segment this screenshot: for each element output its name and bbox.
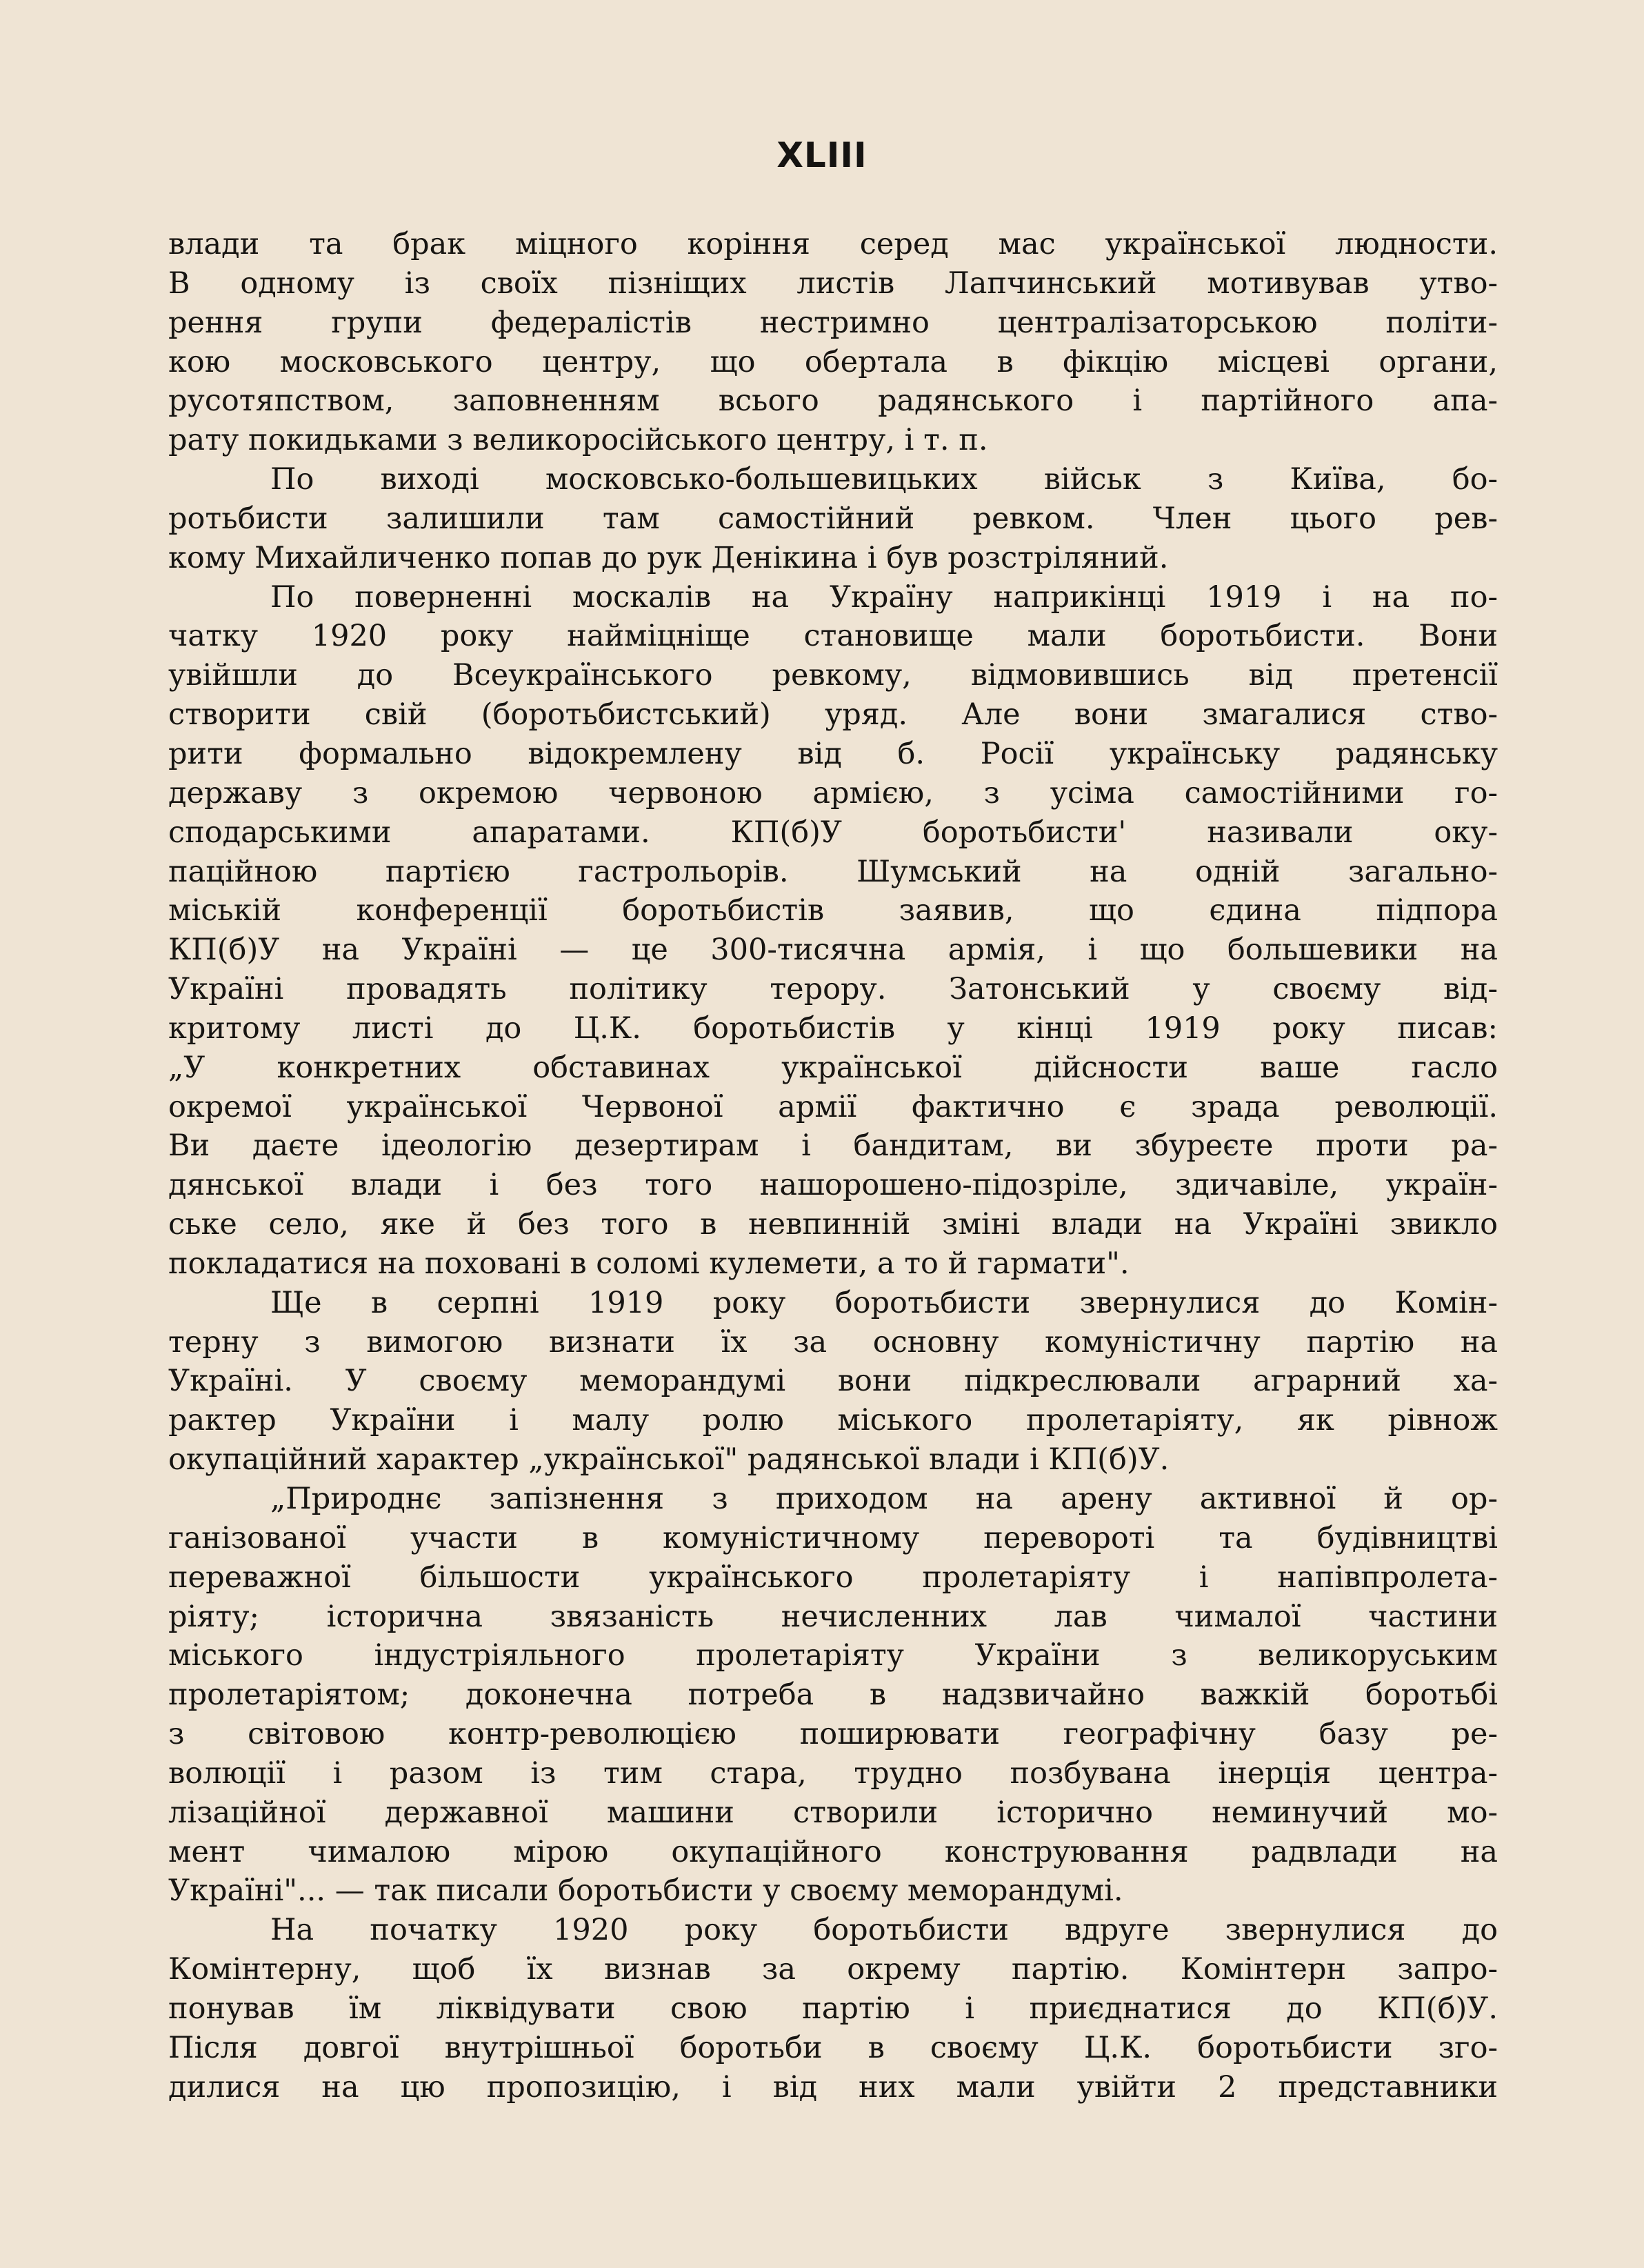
text-line: По поверненні москалів на Україну наприкінці 1919 і на по- xyxy=(270,579,1498,615)
text-line: Україні. У своєму меморандумі вони підкреслювали аграрний ха- xyxy=(168,1364,1498,1399)
text-line: Україні провадять політику терору. Затонський у своєму від- xyxy=(168,972,1498,1007)
text-line: На початку 1920 року боротьбисти вдруге звернулися до xyxy=(270,1913,1498,1948)
text-line: лізаційної державної машини створили історично неминучий мо- xyxy=(168,1795,1498,1830)
text-line: покладатися на поховані в соломі кулемети, а то й гармати". xyxy=(168,1246,1130,1281)
text-line: Комінтерну, щоб їх визнав за окрему партію. Комінтерн запро- xyxy=(168,1952,1498,1987)
text-line: волюції і разом із тим стара, трудно позбувана інерція центра- xyxy=(168,1755,1498,1791)
text-line: Україні"... — так писали боротьбисти у своєму меморандумі. xyxy=(168,1873,1123,1909)
text-line: кою московського центру, що обертала в фікцію місцеві органи, xyxy=(168,344,1498,379)
text-line: створити свій (боротьбистський) уряд. Але вони змагалися ство- xyxy=(168,697,1498,733)
text-line: державу з окремою червоною армією, з усіма самостійними го- xyxy=(168,775,1498,810)
text-line: чатку 1920 року найміцніще становище мали боротьбисти. Вони xyxy=(168,619,1498,654)
text-line: КП(б)У на Україні — це 300-тисячна армія, і що большевики на xyxy=(168,933,1498,968)
text-line: Ви даєте ідеологію дезертирам і бандитам, ви збуреєте проти ра- xyxy=(168,1128,1498,1164)
text-line: кому Михайличенко попав до рук Денікина і був розстріляний. xyxy=(168,540,1169,575)
text-line: В одному із своїх пізніщих листів Лапчинський мотивував утво- xyxy=(168,266,1498,301)
text-line: терну з вимогою визнати їх за основну комуністичну партію на xyxy=(168,1324,1498,1360)
text-line: Після довгої внутрішньої боротьби в своєму Ц.К. боротьбисти зго- xyxy=(168,2030,1498,2065)
text-line: ротьбисти залишили там самостійний ревком. Член цього рев- xyxy=(168,501,1498,536)
text-line: ганізованої участи в комуністичному перевороті та будівництві xyxy=(168,1520,1498,1555)
text-line: рення групи федералістів нестримно централізаторською політи- xyxy=(168,305,1498,340)
text-line: сподарськими апаратами. КП(б)У боротьбисти' називали оку- xyxy=(168,815,1498,850)
text-line: окремої української Червоної армії фактично є зрада революції. xyxy=(168,1089,1498,1124)
text-line: окупаційний характер „української" радянської влади і КП(б)У. xyxy=(168,1442,1170,1478)
text-line: дянської влади і без того нашорошено-підозріле, здичавіле, україн- xyxy=(168,1168,1498,1203)
text-line: рактер України і малу ролю міського пролетаріяту, як рівнож xyxy=(168,1403,1498,1438)
text-line: критому листі до Ц.К. боротьбистів у кінці 1919 року писав: xyxy=(168,1011,1498,1046)
text-line: паційною партією гастрольорів. Шумський на одній загально- xyxy=(168,854,1498,889)
text-line: дилися на цю пропозицію, і від них мали увійти 2 представники xyxy=(168,2069,1498,2105)
text-line: міській конференції боротьбистів заявив, що єдина підпора xyxy=(168,893,1498,928)
text-line: „Природнє запізнення з приходом на арену активної й ор- xyxy=(270,1482,1498,1516)
text-line: з світовою контр-революцією поширювати географічну базу ре- xyxy=(168,1717,1498,1752)
text-line: влади та брак міцного коріння серед мас української людности. xyxy=(168,227,1498,261)
text-line: рити формально відокремлену від б. Росії українську радянську xyxy=(168,736,1498,771)
text-line: мент чималою мірою окупаційного конструювання радвлади на xyxy=(168,1834,1498,1869)
text-line: русотяпством, заповненням всього радянського і партійного апа- xyxy=(168,384,1498,419)
text-line: рату покидьками з великоросійського центру, і т. п. xyxy=(168,423,988,458)
text-line: По виході московсько-большевицьких військ з Київа, бо- xyxy=(270,462,1498,497)
text-line: ріяту; історична звязаність нечисленних лав чималої частини xyxy=(168,1599,1498,1634)
text-line: міського індустріяльного пролетаріяту України з великоруським xyxy=(168,1638,1498,1673)
text-line: ське село, яке й без того в невпинній зміні влади на Україні звикло xyxy=(168,1207,1498,1242)
page-number: XLIII xyxy=(776,135,868,175)
text-line: пролетаріятом; доконечна потреба в надзвичайно важкій боротьбі xyxy=(168,1678,1498,1713)
text-line: увійшли до Всеукраїнського ревкому, відмовившись від претенсії xyxy=(168,658,1498,693)
text-line: Ще в серпні 1919 року боротьбисти звернулися до Комін- xyxy=(270,1285,1498,1320)
text-line: переважної більшости українського пролетаріяту і напівпролета- xyxy=(168,1560,1498,1595)
body-text xyxy=(168,225,1498,2107)
text-line: „У конкретних обставинах української дійсности ваше гасло xyxy=(168,1050,1498,1085)
text-line: понував їм ліквідувати свою партію і приєднатися до КП(б)У. xyxy=(168,1991,1498,2026)
